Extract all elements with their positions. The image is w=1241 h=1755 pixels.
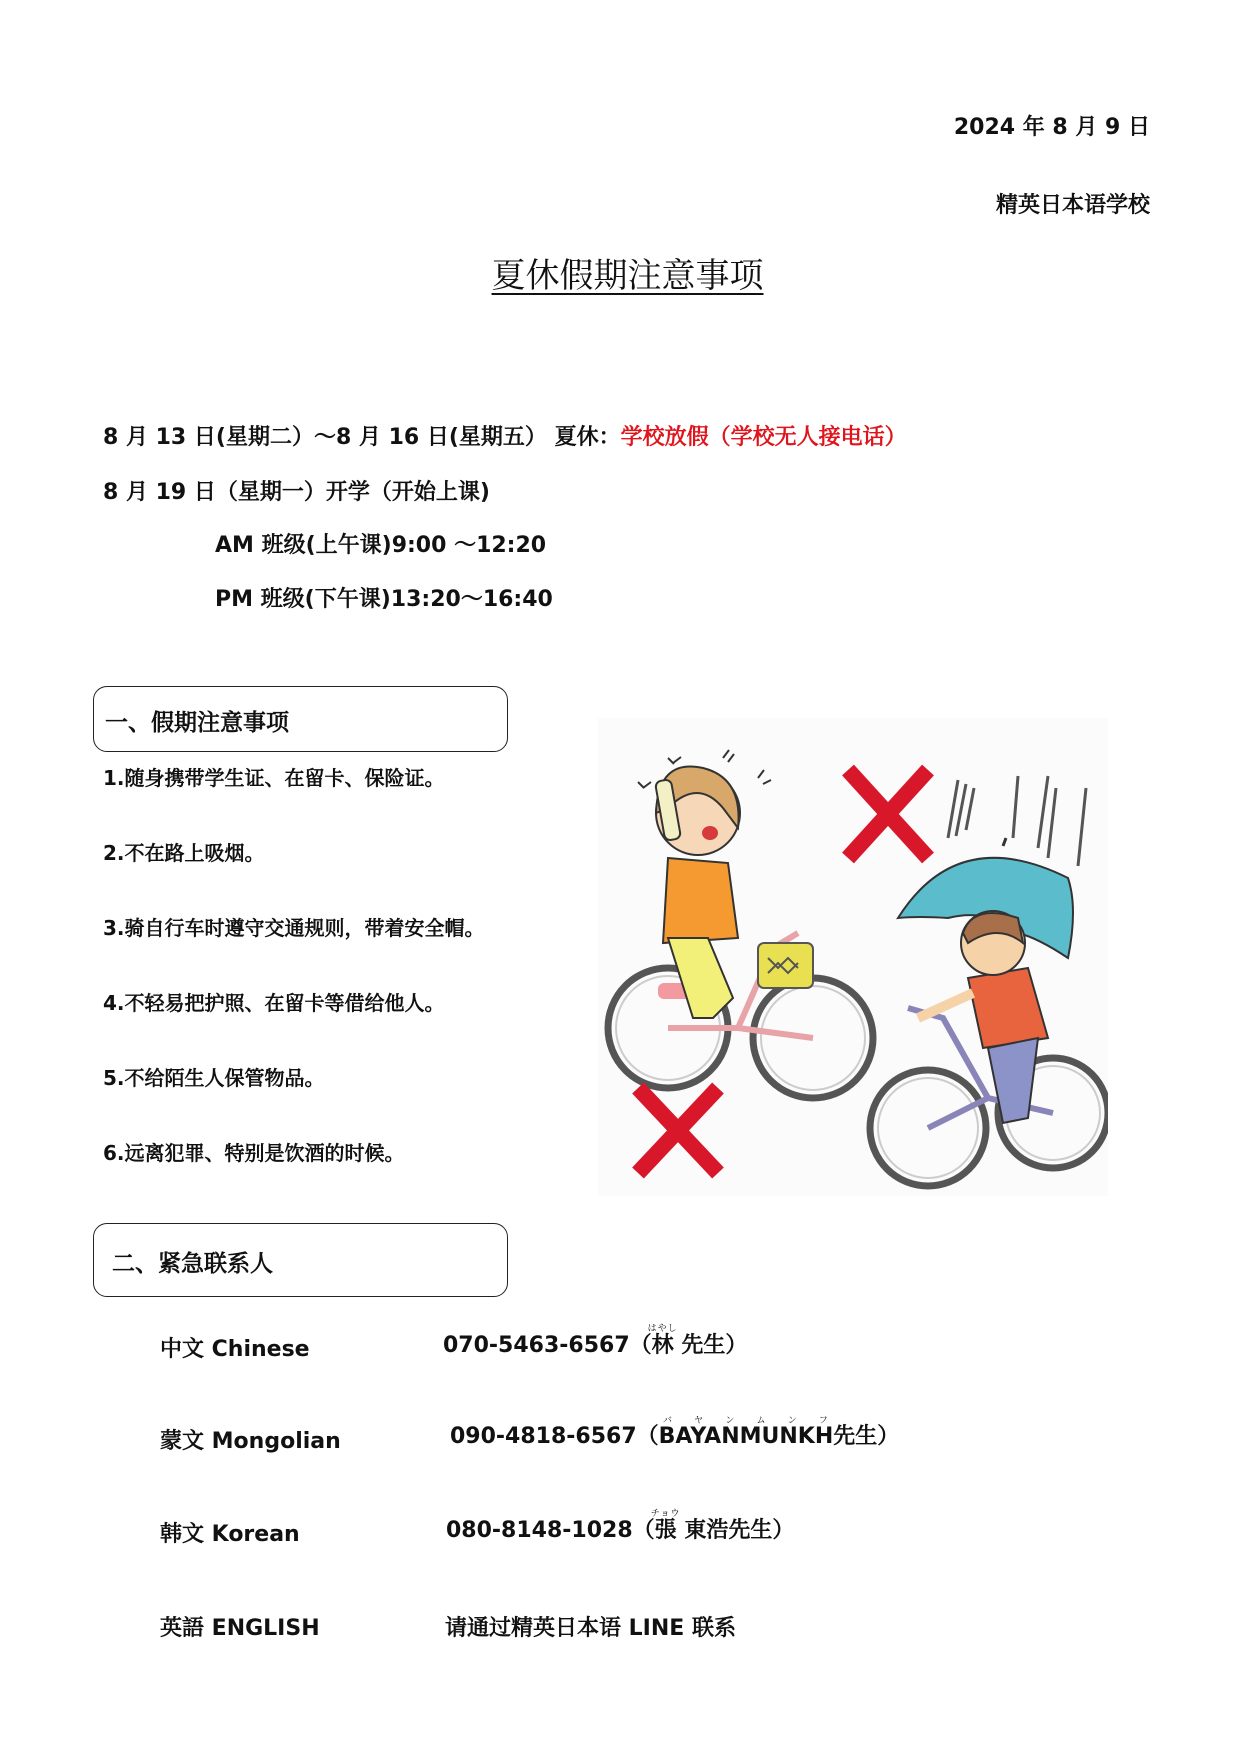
page-title-text: 夏休假期注意事项 bbox=[491, 256, 764, 296]
contact-name-base: 林 bbox=[647, 1333, 678, 1358]
contact-name-base: 張 bbox=[650, 1518, 681, 1543]
contact-korean bbox=[446, 1509, 794, 1544]
phone-number: 070-5463-6567（ bbox=[443, 1333, 652, 1358]
contact-mongolian bbox=[450, 1416, 899, 1450]
phone-number: 080-8148-1028（ bbox=[446, 1518, 655, 1543]
holiday-notice: 学校放假（学校无人接电话） bbox=[620, 425, 907, 450]
school-name: 精英日本语学校 bbox=[995, 193, 1150, 218]
holiday-label: 夏休： bbox=[554, 425, 621, 450]
notice-item: 3.骑自行车时遵守交通规则，带着安全帽。 bbox=[103, 916, 485, 940]
contact-english: 请通过精英日本语 LINE 联系 bbox=[445, 1616, 736, 1641]
contact-name-ruby: バ ヤ ン ム ン フ bbox=[658, 1416, 834, 1426]
contact-name-rest: 先生） bbox=[673, 1333, 748, 1358]
contact-label-korean: 韩文 Korean bbox=[160, 1522, 300, 1547]
bicycle-safety-illustration bbox=[598, 718, 1108, 1196]
phone-number: 090-4818-6567（ bbox=[450, 1424, 659, 1449]
contact-name-ruby: チョウ bbox=[650, 1509, 681, 1519]
am-class-line: AM 班级(上午课)9:00 ～12:20 bbox=[215, 533, 547, 558]
contact-label-english: 英語 ENGLISH bbox=[160, 1616, 320, 1641]
contact-name-base: BAYANMUNKH bbox=[658, 1424, 834, 1449]
reopen-line: 8 月 19 日（星期一）开学（开始上课) bbox=[103, 480, 490, 505]
contact-label-mongolian: 蒙文 Mongolian bbox=[160, 1429, 341, 1454]
holiday-line bbox=[103, 420, 907, 451]
contact-name-rest: 先生） bbox=[833, 1424, 900, 1449]
section2-heading: 二、紧急联系人 bbox=[112, 1251, 273, 1277]
notice-item: 4.不轻易把护照、在留卡等借给他人。 bbox=[103, 991, 445, 1015]
notice-item: 2.不在路上吸烟。 bbox=[103, 841, 265, 865]
notice-item: 6.远离犯罪、特别是饮酒的时候。 bbox=[103, 1141, 405, 1165]
contact-chinese bbox=[443, 1324, 747, 1359]
document-date: 2024 年 8 月 9 日 bbox=[953, 115, 1150, 140]
page-title bbox=[0, 248, 1241, 297]
pm-class-line: PM 班级(下午课)13:20～16:40 bbox=[215, 587, 553, 612]
section1-heading: 一、假期注意事项 bbox=[105, 710, 289, 736]
holiday-dates: 8 月 13 日(星期二）～8 月 16 日(星期五） bbox=[103, 425, 547, 450]
contact-label-chinese: 中文 Chinese bbox=[160, 1337, 310, 1362]
notice-item: 5.不给陌生人保管物品。 bbox=[103, 1066, 325, 1090]
notice-item: 1.随身携带学生证、在留卡、保险证。 bbox=[103, 766, 445, 790]
contact-name-rest: 東浩先生） bbox=[676, 1518, 795, 1543]
contact-name-ruby: はやし bbox=[647, 1324, 678, 1334]
